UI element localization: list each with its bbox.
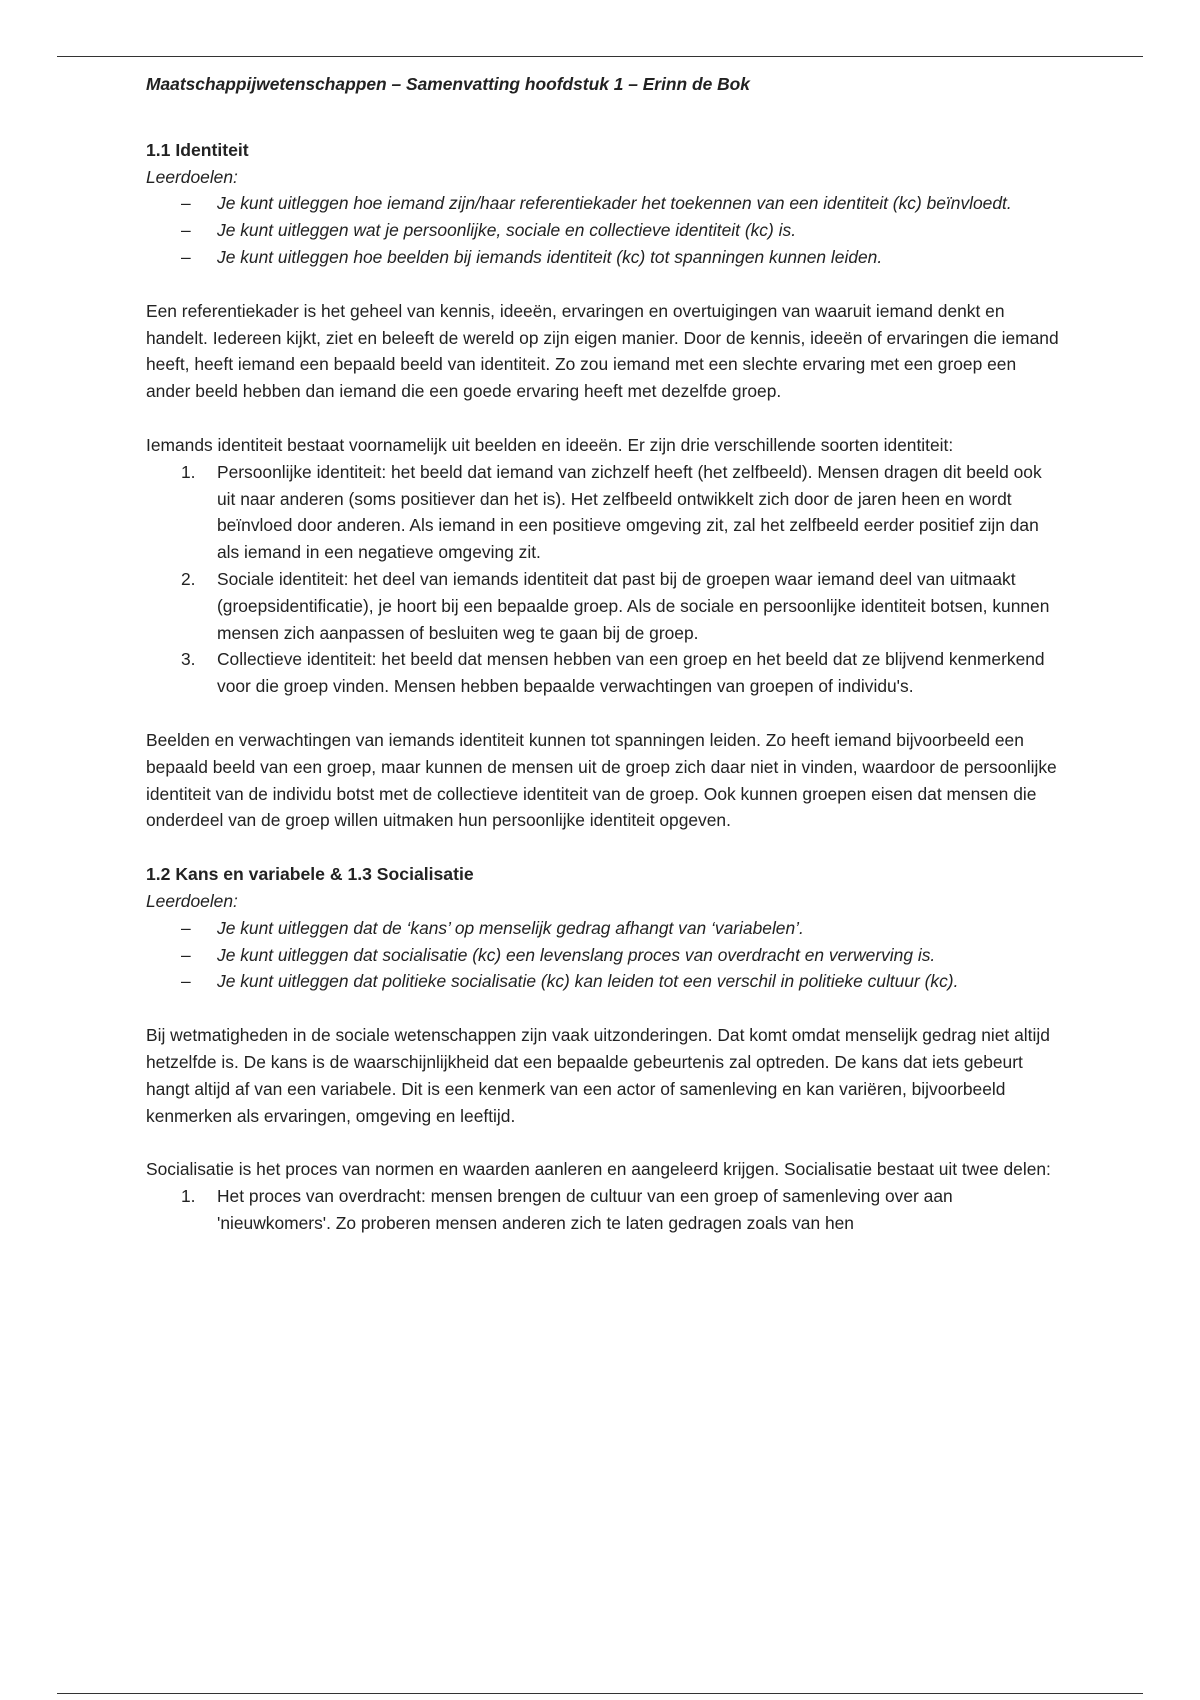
list-item-text: Sociale identiteit: het deel van iemands identiteit dat past bij de groepen waar iemand deel van uitmaakt (groepsidentificatie), je hoort bij een bepaalde groep. Als de sociale en persoonlijke identiteit botsen, kunnen mensen zich aanpassen of besluiten weg te gaan bij de groep.	[217, 568, 1050, 643]
paragraph-identiteit-soorten: Iemands identiteit bestaat voornamelijk uit beelden en ideeën. Er zijn drie verschillende soorten identiteit:	[146, 434, 954, 455]
learning-goals-list	[146, 915, 1061, 995]
section-heading-kans-socialisatie: 1.2 Kans en variabele & 1.3 Socialisatie	[146, 864, 474, 885]
identity-types-list	[146, 459, 1061, 700]
paragraph-referentiekader: Een referentiekader is het geheel van kennis, ideeën, ervaringen en overtuigingen van waaruit iemand denkt en handelt. Iedereen kijkt, ziet en beleeft de wereld op zijn eigen manier. Door de kennis, ideeën of ervaringen die iemand heeft, heeft iemand een bepaald beeld van identiteit. Zo zou iemand met een slechte ervaring met een groep een ander beeld hebben dan iemand die een goede ervaring heeft met dezelfde groep.	[146, 300, 1059, 402]
leerdoelen-label: Leerdoelen:	[146, 890, 238, 911]
header-rule	[57, 56, 1143, 57]
list-item-text: Het proces van overdracht: mensen brengen de cultuur van een groep of samenleving over aan 'nieuwkomers'. Zo proberen mensen anderen zich te laten gedragen zoals van hen	[217, 1186, 953, 1233]
footer-rule	[57, 1693, 1143, 1694]
paragraph-kans-variabele: Bij wetmatigheden in de sociale wetenschappen zijn vaak uitzonderingen. Dat komt omdat menselijk gedrag niet altijd hetzelfde is. De kans is de waarschijnlijkheid dat een bepaalde gebeurtenis zal optreden. De kans dat iets gebeurt hangt altijd af van een variabele. Dit is een kenmerk van een actor of samenleving en kan variëren, bijvoorbeeld kenmerken als ervaringen, omgeving en leeftijd.	[146, 1025, 1050, 1126]
document-header: Maatschappijwetenschappen – Samenvatting hoofdstuk 1 – Erinn de Bok	[146, 74, 750, 94]
learning-goals-list	[146, 190, 1061, 270]
paragraph-spanningen: Beelden en verwachtingen van iemands identiteit kunnen tot spanningen leiden. Zo heeft iemand bijvoorbeeld een bepaald beeld van een groep, maar kunnen de mensen uit de groep zich daar niet in vinden, waardoor de persoonlijke identiteit van de individu botst met de collectieve identiteit van de groep. Ook kunnen groepen eisen dat mensen die onderdeel van de groep willen uitmaken hun persoonlijke identiteit opgeven.	[146, 729, 1057, 831]
list-number: 1.	[181, 1186, 196, 1207]
list-item-text: Persoonlijke identiteit: het beeld dat iemand van zichzelf heeft (het zelfbeeld). Mensen dragen dit beeld ook uit naar anderen (soms positiever dan het is). Het zelfbeeld ontwikkelt zich door de jaren heen en wordt beïnvloed door anderen. Als iemand in een positieve omgeving zit, zal het zelfbeeld eerder positief zijn dan als iemand in een negatieve omgeving zit.	[217, 461, 1042, 563]
learning-goal: – Je kunt uitleggen dat socialisatie (kc) een levenslang proces van overdracht en verwerving is.	[217, 942, 1061, 969]
list-item	[181, 646, 1061, 700]
leerdoelen-label: Leerdoelen:	[146, 166, 238, 187]
learning-goal: – Je kunt uitleggen hoe beelden bij iemands identiteit (kc) tot spanningen kunnen leiden.	[217, 244, 1061, 271]
socialisatie-list	[146, 1183, 1061, 1237]
list-item	[181, 459, 1061, 566]
list-item	[181, 566, 1061, 646]
learning-goal: – Je kunt uitleggen hoe iemand zijn/haar referentiekader het toekennen van een identiteit (kc) beïnvloedt.	[217, 190, 1061, 217]
paragraph-socialisatie: Socialisatie is het proces van normen en waarden aanleren en aangeleerd krijgen. Socialisatie bestaat uit twee delen:	[146, 1159, 1051, 1180]
learning-goal: – Je kunt uitleggen wat je persoonlijke, sociale en collectieve identiteit (kc) is.	[217, 217, 1061, 244]
list-number: 3.	[181, 649, 196, 670]
list-item-text: Collectieve identiteit: het beeld dat mensen hebben van een groep en het beeld dat ze blijvend kenmerkend voor die groep vinden. Mensen hebben bepaalde verwachtingen van groepen of individu's.	[217, 649, 1045, 697]
list-number: 2.	[181, 568, 196, 589]
list-number: 1.	[181, 461, 196, 482]
section-heading-identiteit: 1.1 Identiteit	[146, 139, 249, 160]
document-page	[146, 71, 1061, 1237]
learning-goal: – Je kunt uitleggen dat politieke socialisatie (kc) kan leiden tot een verschil in politieke cultuur (kc).	[217, 968, 1061, 995]
learning-goal: – Je kunt uitleggen dat de ‘kans’ op menselijk gedrag afhangt van ‘variabelen’.	[217, 915, 1061, 942]
list-item	[181, 1183, 1061, 1237]
